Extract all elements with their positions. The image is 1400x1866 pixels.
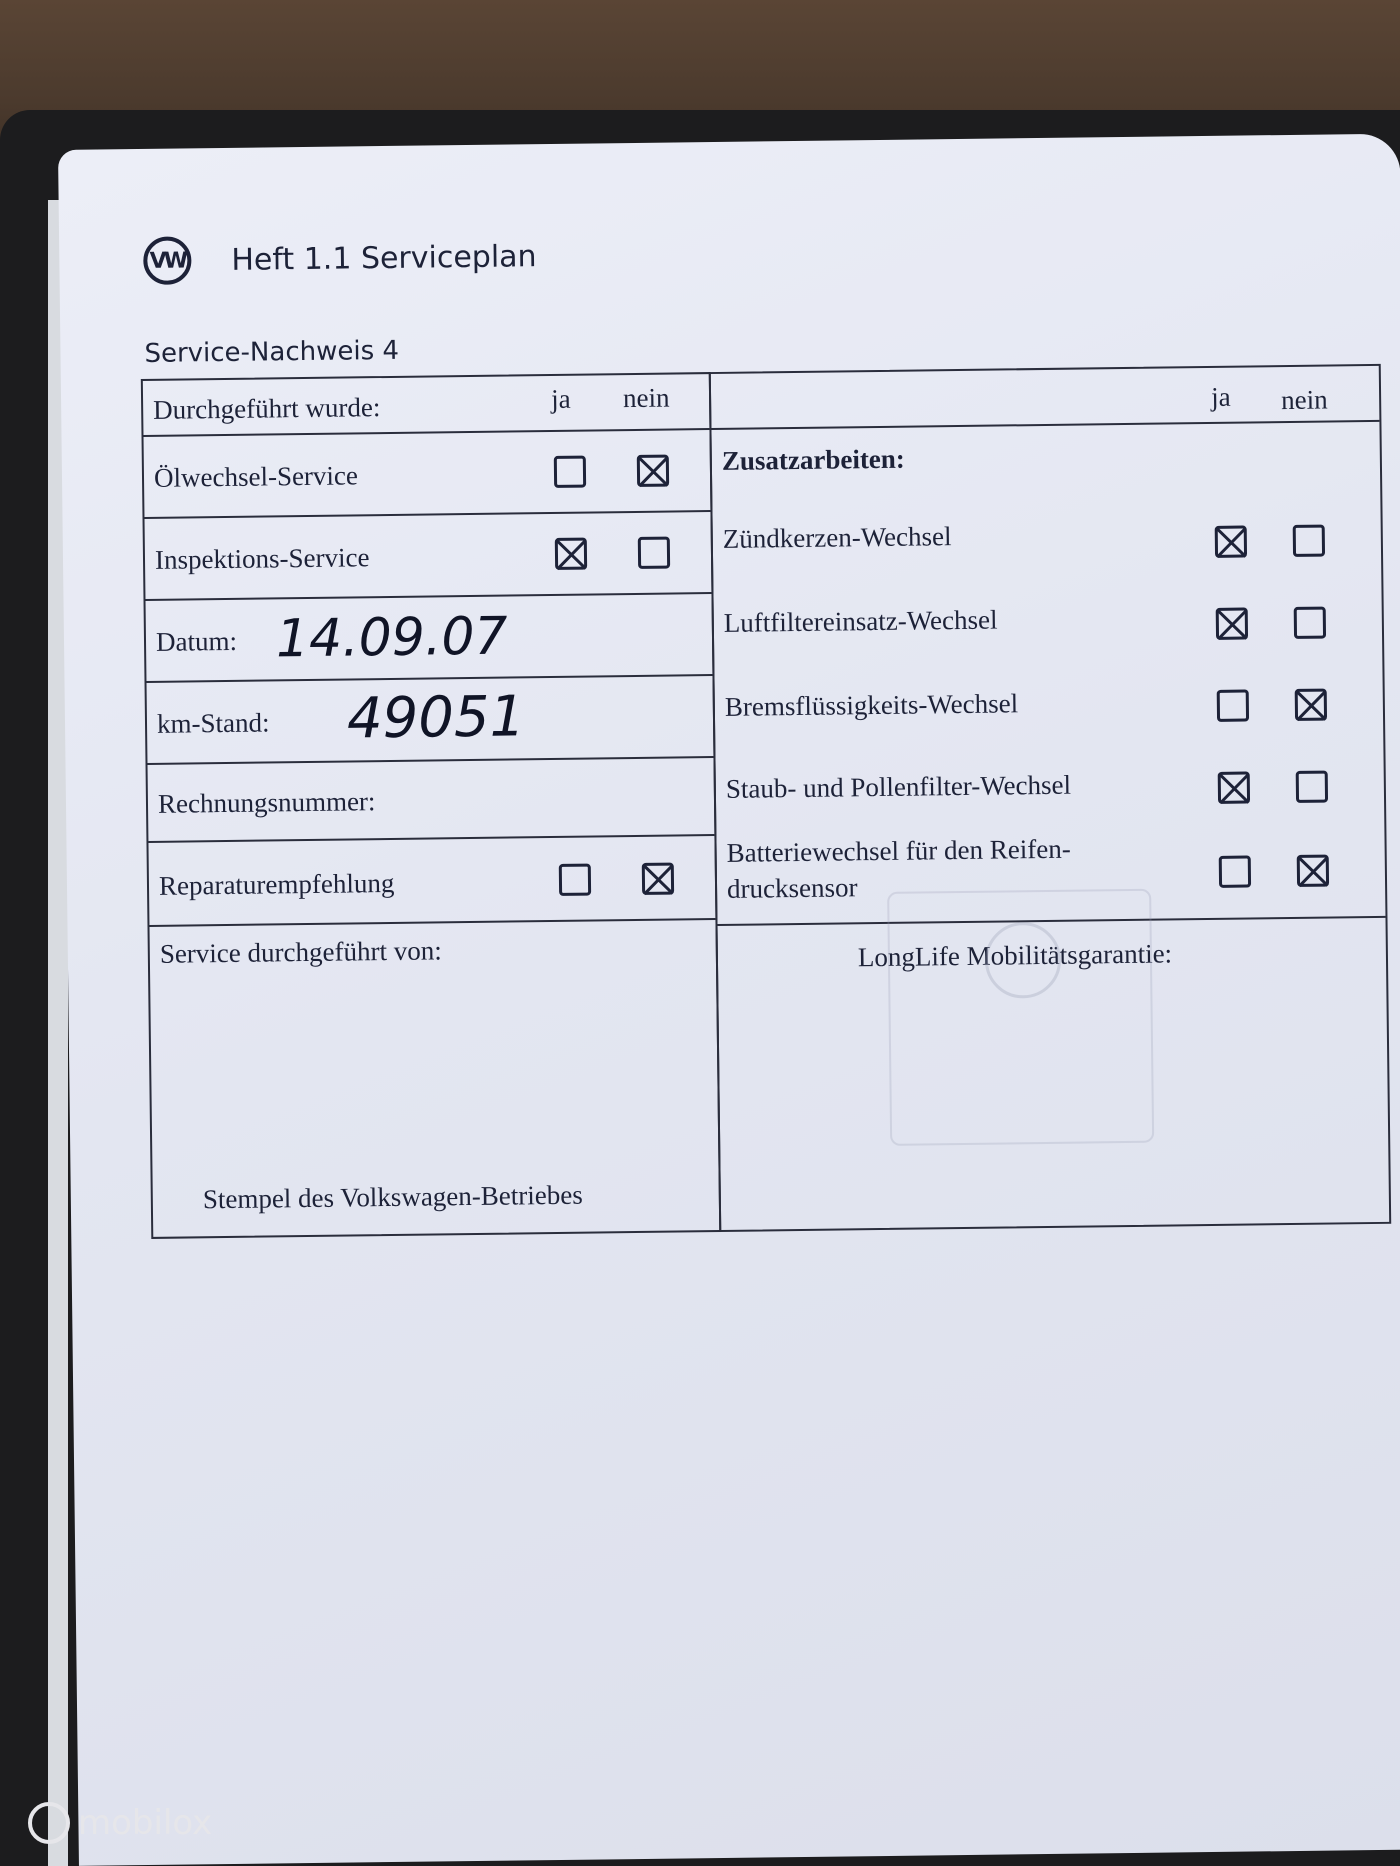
- service-by-label: Service durchgeführt von:: [159, 935, 442, 969]
- row-label: Bremsflüssigkeits-Wechsel: [724, 688, 1019, 722]
- no-checkbox[interactable]: [1295, 689, 1327, 721]
- watermark-text: mobilox: [78, 1803, 213, 1843]
- page-title: Heft 1.1 Serviceplan: [231, 238, 537, 278]
- no-checkbox[interactable]: [642, 863, 674, 895]
- page-header: [143, 232, 537, 285]
- handwritten-date: 14.09.07: [275, 606, 508, 670]
- row-label: Staub- und Pollenfilter-Wechsel: [725, 769, 1072, 804]
- table-row: [148, 836, 715, 927]
- yes-checkbox[interactable]: [1215, 526, 1247, 558]
- table-row: [144, 430, 711, 519]
- faded-vw-seal-icon: [985, 922, 1062, 999]
- right-column: [709, 364, 1391, 1232]
- left-heading: Durchgeführt wurde:: [152, 392, 381, 425]
- row-label: Zündkerzen-Wechsel: [722, 521, 952, 554]
- guarantee-label: LongLife Mobilitätsgarantie:: [857, 938, 1173, 973]
- yes-checkbox[interactable]: [555, 538, 587, 570]
- section-title: Service-Nachweis 4: [144, 335, 400, 369]
- no-checkbox[interactable]: [637, 455, 669, 487]
- yes-checkbox[interactable]: [554, 456, 586, 488]
- right-header-row: [711, 366, 1380, 430]
- yes-checkbox[interactable]: [1216, 607, 1248, 639]
- vw-logo-icon: VW: [143, 236, 192, 285]
- no-checkbox[interactable]: [1293, 525, 1325, 557]
- service-form: [141, 364, 1392, 1259]
- no-checkbox[interactable]: [1297, 855, 1329, 887]
- no-checkbox[interactable]: [1294, 607, 1326, 639]
- row-label: Batteriewechsel für den Reifen-: [726, 833, 1071, 868]
- table-row: [147, 676, 714, 765]
- row-label-continued: drucksensor: [726, 872, 858, 904]
- date-label: Datum:: [155, 625, 238, 657]
- row-label: Reparaturempfehlung: [158, 867, 395, 901]
- left-col-yes: ja: [550, 383, 571, 414]
- yes-checkbox[interactable]: [1219, 855, 1251, 887]
- yes-checkbox[interactable]: [1218, 771, 1250, 803]
- table-row: [148, 758, 715, 843]
- left-header-row: [143, 374, 710, 437]
- no-checkbox[interactable]: [1296, 771, 1328, 803]
- left-column: [141, 372, 721, 1239]
- right-col-yes: ja: [1210, 381, 1231, 412]
- table-row: [146, 594, 713, 683]
- no-checkbox[interactable]: [638, 537, 670, 569]
- watermark-logo-icon: [28, 1802, 70, 1844]
- row-label: Ölwechsel-Service: [153, 460, 359, 493]
- invoice-label: Rechnungsnummer:: [157, 786, 376, 819]
- service-page: [58, 134, 1400, 1866]
- mileage-label: km-Stand:: [156, 707, 270, 739]
- watermark: [28, 1802, 212, 1844]
- table-row: [145, 512, 712, 601]
- yes-checkbox[interactable]: [1217, 689, 1249, 721]
- left-col-no: nein: [622, 382, 670, 414]
- right-col-no: nein: [1280, 384, 1328, 416]
- row-label: Luftfiltereinsatz-Wechsel: [723, 604, 998, 638]
- row-label: Inspektions-Service: [154, 542, 370, 575]
- stamp-caption: Stempel des Volkswagen-Betriebes: [202, 1179, 583, 1215]
- extra-work-heading: Zusatzarbeiten:: [721, 443, 906, 476]
- handwritten-mileage: 49051: [346, 684, 526, 752]
- faded-stamp: [887, 889, 1154, 1146]
- yes-checkbox[interactable]: [559, 864, 591, 896]
